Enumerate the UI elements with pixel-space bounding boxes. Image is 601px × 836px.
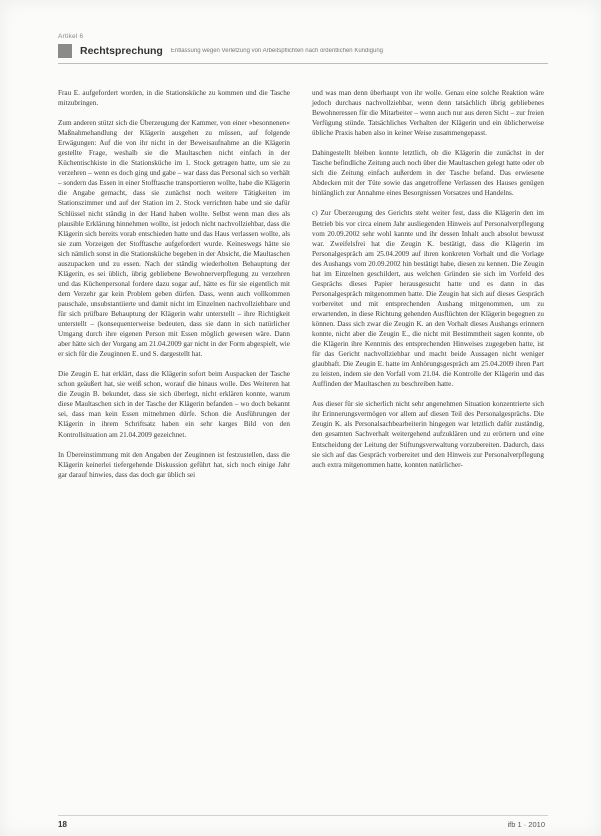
paragraph: und was man denn überhaupt von ihr wolle. Genau eine solche Reaktion wäre jedoch durchaus nachvollziehbar, wenn denn tatsächlich übrig gebliebenes Bewohneressen für die Mitarbeiter – wenn auch nur aus deren Sicht – zur freien Verfügung stünde. Tatsächliches Verhalten der Klägerin und ein üblicherweise übliche Praxis haben also in keiner Weise zusammengepasst.	[312, 89, 544, 138]
footer-rule	[58, 815, 548, 816]
paragraph: Frau E. aufgefordert worden, in die Stationsküche zu kommen und die Tasche mitzubringen.	[58, 89, 290, 108]
article-kicker: Artikel 6	[58, 33, 84, 40]
section-marker-box	[58, 44, 72, 58]
left-column	[58, 88, 290, 490]
paragraph: Zum anderen stützt sich die Überzeugung der Kammer, von einer »besonnenen« Maßnahmehandlung der Klägerin ausgehen zu müssen, auf folgende Erwägungen: Auf die von ihr nicht in der Beweisaufnahme an die Klägerin gestellte Frage, weshalb sie die Maultaschen nicht einfach in der Küchentischkiste in die Stationsküche im 1. Stock getragen hatte, um sie zu verzehren – wenn es doch ging und gabe – war dass das Personal sich so verhält – sondern das Essen in einer Stofftasche transportieren wollte, habe die Klägerin die Angabe gemacht, dass sie zunächst noch weitere Tätigkeiten im Stationszimmer und auf der Station im 2. Stock verrichten habe und sie dafür Schlüssel nicht ständig in der Hand haben wollte. Selbst wenn man dies als plausible Erklärung hinnehmen wollte, ist jedoch nicht nachvollziehbar, dass die Klägerin sich bereits vorab entschieden hatte und das Haus verlassen wollte, als sie zum Vorzeigen der Stofftasche aufgefordert wurde. Keineswegs hätte sie sich nämlich sonst in die Stationsküche begeben in der Absicht, die Maultaschen auszupacken und zu essen. Nach der ständig wiederholten Behauptung der Klägerin, es sei üblich, übrig gebliebene Bewohnerverpflegung zu verzehren und das Küchenpersonal fordere dazu sogar auf, hätte es für sie eigentlich mit dem Verzehr gar kein Problem geben dürfen. Dass, wenn auch vollkommen pauschale, unsubstantiierte und damit nicht im Einzelnen nachvollziehbare und für sich prüfbare Behauptung der Klägerin wahr unterstellt – ihre Richtigkeit unterstellt – (konsequenterweise bedeuten, dass sie dann in sich natürlicher Umgang durch ihre eigenen Person mit Essen möglich gewesen wäre. Dann aber hätte sich der Vorgang am 21.04.2009 gar nicht in der Form abgespielt, wie er sich für die Zeuginnen E. und S. dargestellt hat.	[58, 119, 290, 359]
journal-reference: ifb 1 · 2010	[507, 820, 545, 829]
paragraph: In Übereinstimmung mit den Angaben der Zeuginnen ist festzustellen, dass die Klägerin keinerlei tiefergehende Diskussion geführt hat, sich noch einige Jahr gar darauf hinwies, dass das doch gar üblich sei	[58, 450, 290, 479]
paragraph: Die Zeugin E. hat erklärt, dass die Klägerin sofort beim Auspacken der Tasche schon geäußert hat, sie weiß schon, worauf die hinaus wolle. Des Weiteren hat die Zeugin B. bekundet, dass sie sich überlegt, nicht erklären konnte, warum diese Maultaschen sich in der Tasche der Klägerin befanden – wo doch bekannt sei, dass man kein Essen mitnehmen dürfe. Schon die Ausführungen der Klägerin in ihrem Schriftsatz haben ein sehr karges Bild von den Kontrollsituation am 21.04.2009 gezeichnet.	[58, 370, 290, 439]
section-header	[58, 44, 548, 58]
header-rule	[58, 63, 548, 64]
paragraph: Aus dieser für sie sicherlich nicht sehr angenehmen Situation konzentrierte sich ihr Erinnerungsvermögen vor allem auf diesen Teil des Personalgesprächs. Die Zeugin K. als Personalsachbearbeiterin hingegen war letztlich dafür zuständig, den gesamten Sachverhalt weitergehend aufzuklären und zu erörtern und eine Entscheidung der Leitung der Stiftungsverwaltung vorzubereiten. Dadurch, dass sie sich auf das Gespräch vorbereitet und den Hinweis zur Personalverpflegung auch extra mitgenommen hatte, konnten natürlicher-	[312, 400, 544, 469]
right-column	[312, 88, 544, 480]
section-subtitle: Entlassung wegen Verletzung von Arbeitspflichten nach ordentlichen Kündigung	[170, 48, 384, 54]
section-title: Rechtsprechung	[80, 45, 163, 57]
paragraph: c) Zur Überzeugung des Gerichts steht weiter fest, dass die Klägerin den im Betrieb bis vor circa einem Jahr ausliegenden Hinweis auf Personalverpflegung vom 20.09.2002 sehr wohl kannte und ihr dessen Inhalt auch absolut bewusst war. Zweifelsfrei hat die Zeugin K. bestätigt, dass die Klägerin im Personalgespräch am 25.04.2009 auf ihren konkreten Vorhalt und die Vorlage des Aushangs vom 20.09.2002 hin bestätigt habe, diesen zu kennen. Die Zeugin hat im Einzelnen geschildert, aus welchen Gründen sie sich im Vorfeld des Gesprächs dieses Papier herausgesucht hatte und es dann in das Personalgespräch mitgenommen hatte. Die Zeugin hat sich auf dieses Gespräch vorbereitet und mit entsprechenden Aushang mitgenommen, um zu erwartenden, in diese Richtung gehenden Ausflüchten der Klägerin begegnen zu können. Dass sich zwar die Zeugin K. an den Vorhalt dieses Aushangs erinnern konnte, nicht aber die Zeugin E., die nicht mit Bestimmtheit sagen konnte, ob die Klägerin ihre Kenntnis des entsprechenden Hinweises zugegeben hatte, ist für das Gericht nachvollziehbar und macht beide Aussagen nicht weniger glaubhaft. Die Zeugin E. hatte im Anhörungsgespräch am 25.04.2009 ihren Part zu leisten, indem sie den Vorfall vom 21.04. die Kontrolle der Klägerin und das Auffinden der Maultaschen zu beschreiben hatte.	[312, 209, 544, 389]
paragraph: Dahingestellt bleiben konnte letztlich, ob die Klägerin die zunächst in der Tasche befindliche Zeitung auch noch über die Maultaschen gelegt hatte oder ob sich die Zeitung einfach außerdem in der Tasche befand. Das erwiesene Abdecken mit der Tüte sowie das angetroffene Verlassen des Hauses genügen hinlänglich zur Annahme eines Besorgnissen Vorsatzes und Handelns.	[312, 149, 544, 198]
page-number: 18	[58, 820, 67, 829]
